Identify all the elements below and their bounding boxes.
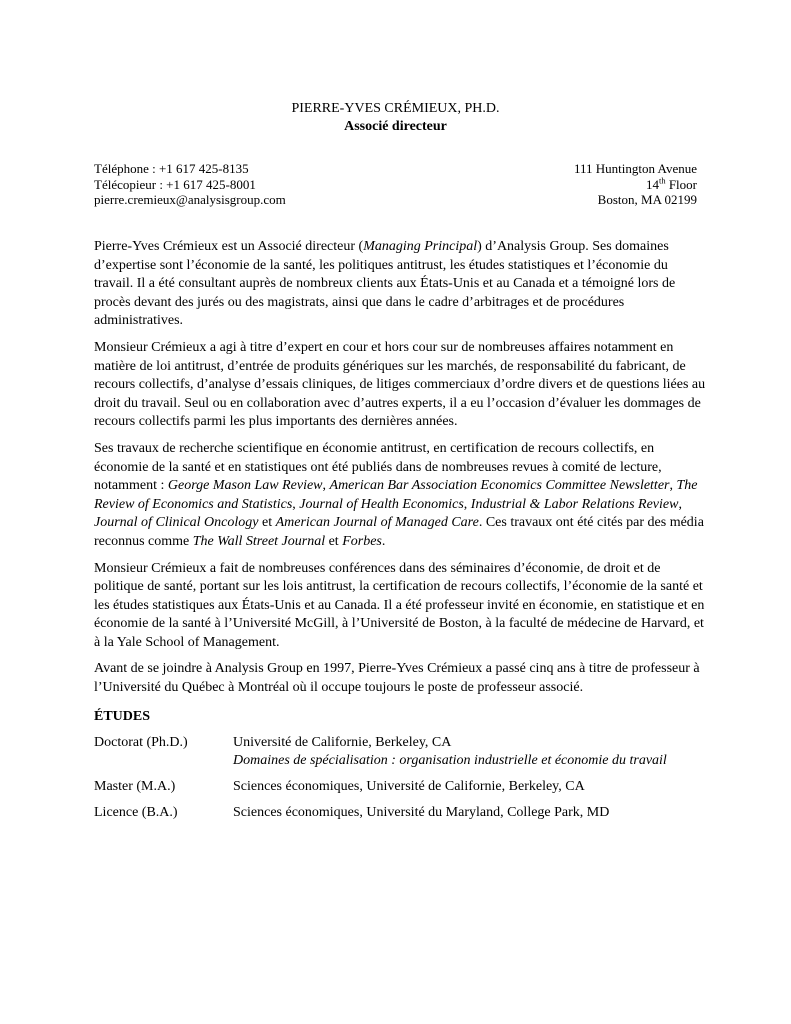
degree-details — [233, 734, 714, 770]
fax-line: Télécopieur : +1 617 425-8001 — [94, 176, 256, 192]
separator: et — [258, 515, 276, 531]
journal-title: George Mason Law Review — [167, 478, 323, 494]
education-row — [94, 778, 714, 796]
separator: , — [669, 478, 677, 494]
address-city: Boston, MA 02199 — [597, 192, 697, 207]
degree-specialization: Domaines de spécialisation : organisation industrielle et économie du travail — [233, 753, 667, 768]
contact-info — [94, 161, 286, 208]
separator: , — [678, 496, 682, 512]
address-floor — [574, 177, 697, 193]
separator: et — [325, 533, 343, 549]
degree-school: Sciences économiques, Université de Californie, Berkeley, CA — [233, 779, 585, 794]
degree-school: Sciences économiques, Université du Maryland, College Park, MD — [233, 805, 610, 820]
person-name: PIERRE-YVES CRÉMIEUX, PH.D. — [291, 101, 500, 116]
education-section — [94, 708, 714, 830]
education-row — [94, 734, 714, 770]
biography — [94, 238, 708, 706]
degree-details — [233, 804, 714, 822]
bio-text: . Ces travaux ont été cités par des média reconnus comme — [94, 515, 704, 549]
separator: , — [322, 478, 330, 494]
floor-word: Floor — [665, 176, 697, 192]
separator: , — [292, 496, 300, 512]
email-line[interactable]: pierre.cremieux@analysisgroup.com — [94, 192, 286, 207]
degree-label: Master (M.A.) — [94, 779, 176, 794]
floor-number: 14 — [645, 176, 659, 192]
bio-paragraph-5: Avant de se joindre à Analysis Group en 1997, Pierre-Yves Crémieux a passé cinq ans à titre de professeur à l’Université du Québec à Montréal où il occupe toujours le poste de professeur associé. — [94, 661, 700, 696]
address-street: 111 Huntington Avenue — [573, 161, 697, 176]
bio-paragraph-1 — [94, 238, 708, 331]
person-title: Associé directeur — [344, 119, 447, 134]
separator: . — [381, 533, 386, 549]
journal-title: American Journal of Managed Care — [275, 515, 479, 531]
bio-paragraph-2: Monsieur Crémieux a agi à titre d’expert en cour et hors cour sur de nombreuses affaires notamment en matière de loi antitrust, d’entrée de produits génériques sur les marchés, de responsabilité du fabricant, de recours collectifs, d’analyse d’essais cliniques, de litiges commerciaux d’ordre divers et de questions liées au droit du travail. Seul ou en collaboration avec d’autres experts, il a eu l’occasion d’évaluer les dommages de recours collectifs parmi les plus importants des dernières années. — [94, 339, 706, 430]
journal-title: The Review of Economics and Statistics — [94, 478, 698, 512]
education-heading: ÉTUDES — [94, 709, 151, 724]
journal-title: American Bar Association Economics Committee Newsletter — [329, 478, 670, 494]
bio-paragraph-4: Monsieur Crémieux a fait de nombreuses conférences dans des séminaires d’économie, de droit et de politique de santé, portant sur les lois antitrust, la certification de recours collectifs, l’économie de la santé et les études statistiques aux États-Unis et au Canada. Il a été professeur invité en économie, en statistique et en économie de la santé à l’Université McGill, à l’Université de Boston, à la faculté de médecine de Harvard, et à la Yale School of Management. — [94, 560, 705, 650]
degree-label: Doctorat (Ph.D.) — [94, 735, 188, 750]
phone-line: Téléphone : +1 617 425-8135 — [94, 161, 249, 176]
bio-paragraph-3 — [94, 440, 708, 552]
journal-title: Journal of Clinical Oncology — [94, 515, 259, 531]
cv-header — [0, 99, 791, 136]
bio-text: Ses travaux de recherche scientifique en économie antitrust, en certification de recours collectifs, en économie de la santé et en statistiques ont été publiés dans de nombreuses revues à comité de lecture, notamment : — [94, 440, 662, 494]
degree-school: Université de Californie, Berkeley, CA — [233, 735, 452, 750]
media-title: The Wall Street Journal — [192, 533, 326, 549]
journal-title: Industrial & Labor Relations Review — [470, 496, 679, 512]
separator: , — [463, 496, 471, 512]
media-title: Forbes — [342, 533, 382, 549]
bio-italic: Managing Principal — [363, 239, 478, 254]
degree-details — [233, 778, 714, 796]
bio-text: ) d’Analysis Group. Ses domaines d’expertise sont l’économie de la santé, les politiques antitrust, les études statistiques et l’économie du travail. Il a été consultant auprès de nombreux clients aux États-Unis et au Canada et a témoigné lors de procès devant des jurés ou des magistrats, ainsi que dans le cadre d’arbitrages et de procédures administratives. — [94, 239, 676, 329]
floor-ordinal: th — [658, 175, 666, 186]
education-row — [94, 804, 714, 822]
degree-label: Licence (B.A.) — [94, 805, 178, 820]
bio-text: Pierre-Yves Crémieux est un Associé directeur ( — [94, 239, 364, 254]
address-block — [574, 161, 697, 208]
journal-title: Journal of Health Economics — [299, 496, 464, 512]
